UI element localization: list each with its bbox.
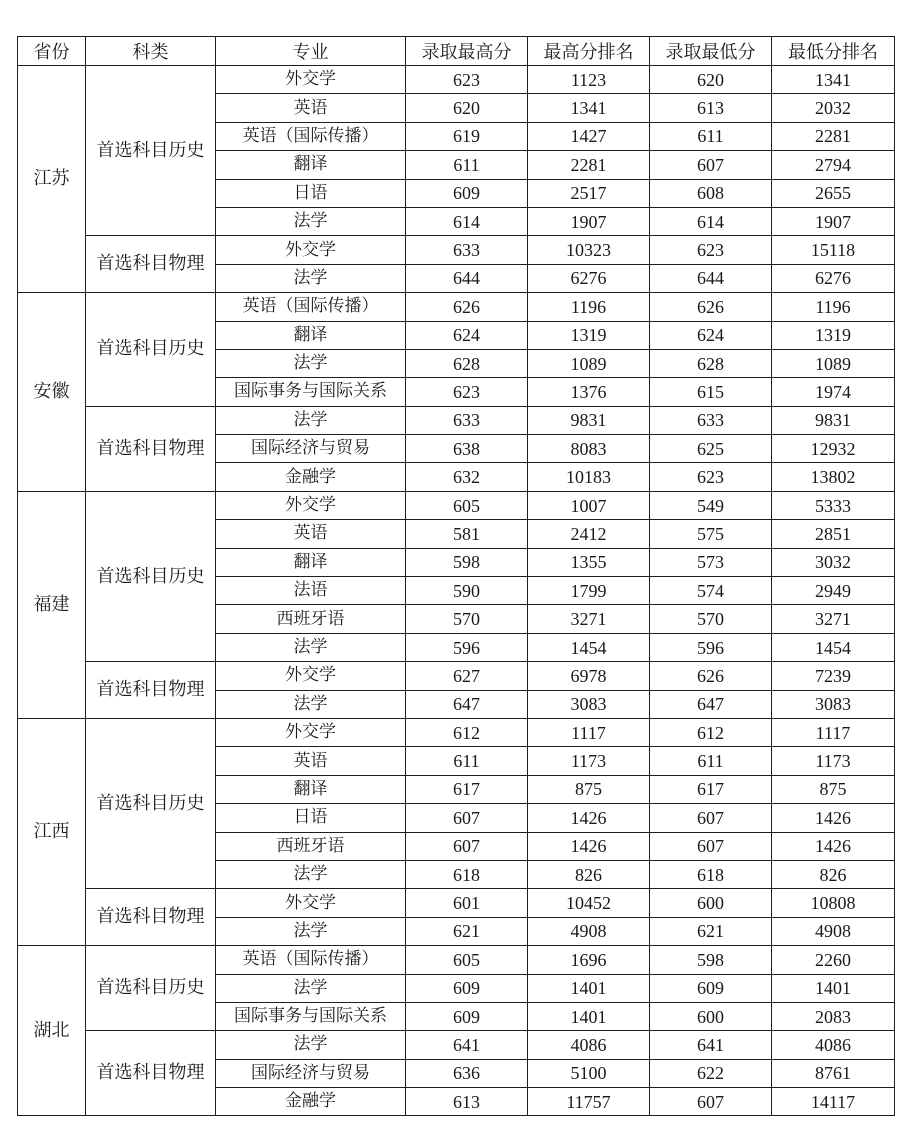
min-rank-cell: 8761	[772, 1059, 895, 1087]
major-cell: 国际事务与国际关系	[216, 378, 406, 406]
major-cell: 法学	[216, 349, 406, 377]
max-score-cell: 609	[406, 179, 528, 207]
major-cell: 英语（国际传播）	[216, 946, 406, 974]
major-cell: 外交学	[216, 718, 406, 746]
min-score-cell: 626	[650, 662, 772, 690]
admission-score-table	[17, 36, 895, 1116]
max-score-cell: 632	[406, 463, 528, 491]
max-rank-cell: 1007	[528, 491, 650, 519]
max-score-cell: 605	[406, 491, 528, 519]
max-rank-cell: 3083	[528, 690, 650, 718]
min-rank-cell: 4908	[772, 917, 895, 945]
max-score-cell: 605	[406, 946, 528, 974]
min-rank-cell: 14117	[772, 1088, 895, 1116]
max-rank-cell: 10323	[528, 236, 650, 264]
min-rank-cell: 875	[772, 775, 895, 803]
max-score-cell: 612	[406, 718, 528, 746]
min-rank-cell: 1454	[772, 633, 895, 661]
min-rank-cell: 1341	[772, 66, 895, 94]
max-rank-cell: 826	[528, 860, 650, 888]
min-rank-cell: 1117	[772, 718, 895, 746]
min-score-cell: 647	[650, 690, 772, 718]
major-cell: 外交学	[216, 889, 406, 917]
min-rank-cell: 826	[772, 860, 895, 888]
category-cell: 首选科目历史	[86, 491, 216, 661]
min-rank-cell: 2260	[772, 946, 895, 974]
max-rank-cell: 1454	[528, 633, 650, 661]
max-score-cell: 621	[406, 917, 528, 945]
header-major: 专业	[216, 37, 406, 66]
header-max-score: 录取最高分	[406, 37, 528, 66]
min-score-cell: 598	[650, 946, 772, 974]
min-rank-cell: 1196	[772, 293, 895, 321]
min-score-cell: 600	[650, 889, 772, 917]
min-rank-cell: 1401	[772, 974, 895, 1002]
max-rank-cell: 1341	[528, 94, 650, 122]
header-province: 省份	[18, 37, 86, 66]
major-cell: 外交学	[216, 491, 406, 519]
category-cell: 首选科目物理	[86, 889, 216, 946]
max-score-cell: 607	[406, 832, 528, 860]
min-score-cell: 607	[650, 804, 772, 832]
major-cell: 金融学	[216, 1088, 406, 1116]
min-rank-cell: 10808	[772, 889, 895, 917]
major-cell: 英语（国际传播）	[216, 293, 406, 321]
major-cell: 日语	[216, 804, 406, 832]
min-rank-cell: 2949	[772, 577, 895, 605]
category-cell: 首选科目物理	[86, 406, 216, 491]
min-rank-cell: 13802	[772, 463, 895, 491]
min-score-cell: 611	[650, 122, 772, 150]
major-cell: 法语	[216, 577, 406, 605]
table-row	[18, 491, 895, 519]
major-cell: 外交学	[216, 236, 406, 264]
min-rank-cell: 4086	[772, 1031, 895, 1059]
max-rank-cell: 1173	[528, 747, 650, 775]
table-row	[18, 662, 895, 690]
max-rank-cell: 875	[528, 775, 650, 803]
category-cell: 首选科目物理	[86, 1031, 216, 1116]
min-score-cell: 622	[650, 1059, 772, 1087]
min-score-cell: 626	[650, 293, 772, 321]
max-score-cell: 611	[406, 747, 528, 775]
table-row	[18, 889, 895, 917]
max-rank-cell: 1196	[528, 293, 650, 321]
min-score-cell: 628	[650, 349, 772, 377]
max-rank-cell: 1401	[528, 1002, 650, 1030]
category-cell: 首选科目历史	[86, 293, 216, 407]
major-cell: 国际经济与贸易	[216, 1059, 406, 1087]
min-rank-cell: 2851	[772, 520, 895, 548]
category-cell: 首选科目物理	[86, 236, 216, 293]
max-score-cell: 638	[406, 435, 528, 463]
min-score-cell: 623	[650, 236, 772, 264]
max-rank-cell: 9831	[528, 406, 650, 434]
major-cell: 西班牙语	[216, 832, 406, 860]
max-rank-cell: 10452	[528, 889, 650, 917]
max-score-cell: 633	[406, 236, 528, 264]
max-score-cell: 641	[406, 1031, 528, 1059]
table-row	[18, 1031, 895, 1059]
min-rank-cell: 2281	[772, 122, 895, 150]
max-score-cell: 619	[406, 122, 528, 150]
major-cell: 金融学	[216, 463, 406, 491]
min-score-cell: 607	[650, 1088, 772, 1116]
min-rank-cell: 5333	[772, 491, 895, 519]
header-category: 科类	[86, 37, 216, 66]
min-score-cell: 611	[650, 747, 772, 775]
province-cell: 江西	[18, 718, 86, 945]
major-cell: 翻译	[216, 151, 406, 179]
table-row	[18, 66, 895, 94]
table-row	[18, 293, 895, 321]
max-rank-cell: 6276	[528, 264, 650, 292]
major-cell: 日语	[216, 179, 406, 207]
min-rank-cell: 1907	[772, 207, 895, 235]
min-rank-cell: 2655	[772, 179, 895, 207]
major-cell: 外交学	[216, 662, 406, 690]
min-score-cell: 607	[650, 832, 772, 860]
major-cell: 法学	[216, 917, 406, 945]
min-score-cell: 596	[650, 633, 772, 661]
max-rank-cell: 1401	[528, 974, 650, 1002]
major-cell: 翻译	[216, 321, 406, 349]
max-rank-cell: 1089	[528, 349, 650, 377]
max-score-cell: 601	[406, 889, 528, 917]
min-score-cell: 573	[650, 548, 772, 576]
min-score-cell: 609	[650, 974, 772, 1002]
max-score-cell: 570	[406, 605, 528, 633]
max-score-cell: 609	[406, 974, 528, 1002]
major-cell: 国际经济与贸易	[216, 435, 406, 463]
table-row	[18, 946, 895, 974]
max-rank-cell: 1355	[528, 548, 650, 576]
major-cell: 西班牙语	[216, 605, 406, 633]
max-score-cell: 607	[406, 804, 528, 832]
max-score-cell: 611	[406, 151, 528, 179]
min-rank-cell: 2032	[772, 94, 895, 122]
category-cell: 首选科目历史	[86, 718, 216, 888]
max-rank-cell: 6978	[528, 662, 650, 690]
min-rank-cell: 1426	[772, 804, 895, 832]
max-score-cell: 624	[406, 321, 528, 349]
min-score-cell: 574	[650, 577, 772, 605]
min-score-cell: 623	[650, 463, 772, 491]
min-rank-cell: 15118	[772, 236, 895, 264]
min-score-cell: 607	[650, 151, 772, 179]
min-score-cell: 621	[650, 917, 772, 945]
major-cell: 法学	[216, 633, 406, 661]
min-rank-cell: 2794	[772, 151, 895, 179]
max-score-cell: 644	[406, 264, 528, 292]
max-rank-cell: 1426	[528, 832, 650, 860]
min-rank-cell: 3032	[772, 548, 895, 576]
min-score-cell: 600	[650, 1002, 772, 1030]
min-score-cell: 612	[650, 718, 772, 746]
max-rank-cell: 1427	[528, 122, 650, 150]
major-cell: 英语	[216, 94, 406, 122]
min-score-cell: 613	[650, 94, 772, 122]
max-score-cell: 623	[406, 66, 528, 94]
max-score-cell: 613	[406, 1088, 528, 1116]
min-rank-cell: 1319	[772, 321, 895, 349]
max-rank-cell: 1376	[528, 378, 650, 406]
table-header-row	[18, 37, 895, 66]
max-score-cell: 623	[406, 378, 528, 406]
min-score-cell: 615	[650, 378, 772, 406]
min-rank-cell: 7239	[772, 662, 895, 690]
max-score-cell: 628	[406, 349, 528, 377]
max-score-cell: 627	[406, 662, 528, 690]
major-cell: 法学	[216, 1031, 406, 1059]
max-rank-cell: 1907	[528, 207, 650, 235]
table-body	[18, 66, 895, 1116]
max-rank-cell: 2517	[528, 179, 650, 207]
major-cell: 法学	[216, 406, 406, 434]
max-rank-cell: 4086	[528, 1031, 650, 1059]
min-rank-cell: 1426	[772, 832, 895, 860]
province-cell: 江苏	[18, 66, 86, 293]
category-cell: 首选科目历史	[86, 946, 216, 1031]
category-cell: 首选科目物理	[86, 662, 216, 719]
table-row	[18, 236, 895, 264]
major-cell: 法学	[216, 860, 406, 888]
min-score-cell: 633	[650, 406, 772, 434]
min-score-cell: 570	[650, 605, 772, 633]
max-score-cell: 614	[406, 207, 528, 235]
max-score-cell: 633	[406, 406, 528, 434]
max-rank-cell: 1799	[528, 577, 650, 605]
min-rank-cell: 9831	[772, 406, 895, 434]
max-rank-cell: 11757	[528, 1088, 650, 1116]
major-cell: 英语	[216, 520, 406, 548]
min-rank-cell: 3083	[772, 690, 895, 718]
max-rank-cell: 1123	[528, 66, 650, 94]
major-cell: 翻译	[216, 548, 406, 576]
table-row	[18, 718, 895, 746]
max-rank-cell: 4908	[528, 917, 650, 945]
min-score-cell: 641	[650, 1031, 772, 1059]
major-cell: 法学	[216, 207, 406, 235]
max-rank-cell: 1117	[528, 718, 650, 746]
major-cell: 外交学	[216, 66, 406, 94]
max-score-cell: 598	[406, 548, 528, 576]
min-score-cell: 644	[650, 264, 772, 292]
province-cell: 福建	[18, 491, 86, 718]
min-score-cell: 608	[650, 179, 772, 207]
max-score-cell: 581	[406, 520, 528, 548]
major-cell: 英语（国际传播）	[216, 122, 406, 150]
major-cell: 翻译	[216, 775, 406, 803]
min-score-cell: 549	[650, 491, 772, 519]
header-max-rank: 最高分排名	[528, 37, 650, 66]
max-score-cell: 590	[406, 577, 528, 605]
max-rank-cell: 3271	[528, 605, 650, 633]
major-cell: 法学	[216, 690, 406, 718]
major-cell: 英语	[216, 747, 406, 775]
min-rank-cell: 12932	[772, 435, 895, 463]
min-rank-cell: 1173	[772, 747, 895, 775]
min-score-cell: 575	[650, 520, 772, 548]
max-rank-cell: 2281	[528, 151, 650, 179]
min-score-cell: 620	[650, 66, 772, 94]
max-rank-cell: 1696	[528, 946, 650, 974]
major-cell: 法学	[216, 974, 406, 1002]
min-rank-cell: 1089	[772, 349, 895, 377]
min-rank-cell: 3271	[772, 605, 895, 633]
max-score-cell: 618	[406, 860, 528, 888]
major-cell: 国际事务与国际关系	[216, 1002, 406, 1030]
major-cell: 法学	[216, 264, 406, 292]
table-row	[18, 406, 895, 434]
max-rank-cell: 5100	[528, 1059, 650, 1087]
min-score-cell: 617	[650, 775, 772, 803]
max-rank-cell: 8083	[528, 435, 650, 463]
max-rank-cell: 1319	[528, 321, 650, 349]
min-score-cell: 624	[650, 321, 772, 349]
category-cell: 首选科目历史	[86, 66, 216, 236]
min-rank-cell: 6276	[772, 264, 895, 292]
min-score-cell: 618	[650, 860, 772, 888]
min-score-cell: 625	[650, 435, 772, 463]
max-score-cell: 609	[406, 1002, 528, 1030]
max-score-cell: 620	[406, 94, 528, 122]
header-min-rank: 最低分排名	[772, 37, 895, 66]
max-rank-cell: 2412	[528, 520, 650, 548]
min-rank-cell: 2083	[772, 1002, 895, 1030]
max-score-cell: 596	[406, 633, 528, 661]
header-min-score: 录取最低分	[650, 37, 772, 66]
max-score-cell: 636	[406, 1059, 528, 1087]
max-rank-cell: 10183	[528, 463, 650, 491]
province-cell: 安徽	[18, 293, 86, 492]
min-score-cell: 614	[650, 207, 772, 235]
max-score-cell: 617	[406, 775, 528, 803]
max-score-cell: 626	[406, 293, 528, 321]
max-rank-cell: 1426	[528, 804, 650, 832]
max-score-cell: 647	[406, 690, 528, 718]
min-rank-cell: 1974	[772, 378, 895, 406]
province-cell: 湖北	[18, 946, 86, 1116]
